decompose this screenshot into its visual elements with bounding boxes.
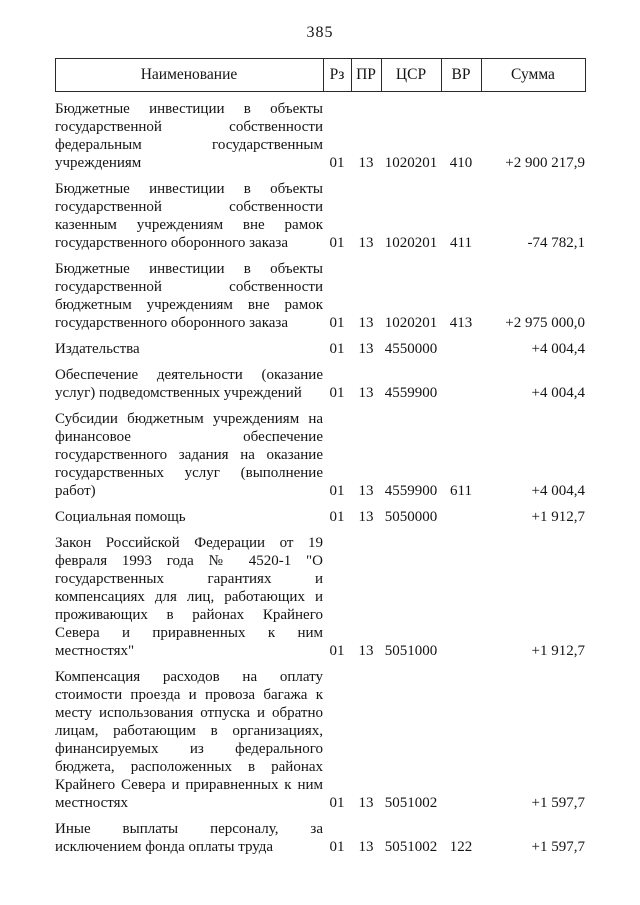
row-vr: 611 <box>450 483 472 499</box>
row-rz: 01 <box>329 795 345 811</box>
row-pr: 13 <box>358 385 374 401</box>
header-sum: Сумма <box>481 59 585 92</box>
table-row <box>55 332 585 358</box>
page-number: 385 <box>306 24 334 41</box>
table-body <box>55 92 585 857</box>
row-pr: 13 <box>358 235 374 251</box>
row-rz: 01 <box>329 509 345 525</box>
header-name: Наименование <box>55 59 323 92</box>
row-rz: 01 <box>329 235 345 251</box>
budget-table <box>55 58 586 856</box>
row-vr: 413 <box>449 315 473 331</box>
row-csr: 5051002 <box>384 795 438 811</box>
row-csr: 1020201 <box>384 235 438 251</box>
row-vr: 410 <box>449 155 473 171</box>
table-header-row <box>55 59 585 92</box>
row-name: Бюджетные инвестиции в объекты государственной собственности казенным учреждениям вне рамок государственного оборонного заказа <box>55 181 323 251</box>
row-pr: 13 <box>358 795 374 811</box>
row-name: Обеспечение деятельности (оказание услуг) подведомственных учреждений <box>55 367 323 401</box>
row-rz: 01 <box>329 385 345 401</box>
table-row <box>55 812 585 856</box>
row-sum: +1 912,7 <box>531 509 585 525</box>
row-sum: +4 004,4 <box>531 341 585 357</box>
row-vr: 122 <box>449 839 473 855</box>
row-vr <box>441 332 481 358</box>
header-pr: ПР <box>351 59 381 92</box>
row-csr: 5051002 <box>384 839 438 855</box>
row-csr: 1020201 <box>384 155 438 171</box>
table-header <box>55 59 585 92</box>
row-csr: 5050000 <box>384 509 438 525</box>
row-rz: 01 <box>329 315 345 331</box>
row-vr <box>441 500 481 526</box>
row-pr: 13 <box>358 839 374 855</box>
header-vr: ВР <box>441 59 481 92</box>
row-sum: +1 597,7 <box>531 795 585 811</box>
row-name: Закон Российской Федерации от 19 февраля 1993 года № 4520-1 "О государственных гарантиях и компенсациях для лиц, работающих и проживающих в районах Крайнего Севера и приравненных к ним местностях" <box>55 535 323 659</box>
table-row <box>55 660 585 812</box>
row-csr: 5051000 <box>384 643 438 659</box>
row-name: Бюджетные инвестиции в объекты государственной собственности бюджетным учреждениям вне рамок государственного оборонного заказа <box>55 261 323 331</box>
row-name: Бюджетные инвестиции в объекты государственной собственности федеральным государственным учреждениям <box>55 101 323 171</box>
row-vr <box>441 358 481 402</box>
row-sum: -74 782,1 <box>527 235 585 251</box>
row-vr <box>441 660 481 812</box>
header-csr: ЦСР <box>381 59 441 92</box>
row-name: Социальная помощь <box>55 509 186 525</box>
row-vr <box>441 526 481 660</box>
table-row <box>55 526 585 660</box>
row-vr: 411 <box>450 235 472 251</box>
row-pr: 13 <box>358 315 374 331</box>
table-row <box>55 402 585 500</box>
row-name: Компенсация расходов на оплату стоимости проезда и провоза багажа к месту использования отпуска и обратно лицам, работающим в организациях, финансируемых из федерального бюджета, расположенных в районах Крайнего Севера и приравненных к ним местностях <box>55 669 323 811</box>
row-rz: 01 <box>329 341 345 357</box>
row-csr: 4550000 <box>384 341 438 357</box>
table-row <box>55 358 585 402</box>
table-row <box>55 92 585 173</box>
row-name: Субсидии бюджетным учреждениям на финансовое обеспечение государственного задания на оказание государственных услуг (выполнение работ) <box>55 411 323 499</box>
table-row <box>55 172 585 252</box>
row-sum: +1 912,7 <box>531 643 585 659</box>
row-rz: 01 <box>329 483 345 499</box>
row-sum: +4 004,4 <box>531 483 585 499</box>
row-name: Издательства <box>55 341 140 357</box>
table-row <box>55 500 585 526</box>
table-row <box>55 252 585 332</box>
row-rz: 01 <box>329 155 345 171</box>
row-pr: 13 <box>358 509 374 525</box>
header-rz: Рз <box>323 59 351 92</box>
row-rz: 01 <box>329 643 345 659</box>
row-sum: +2 900 217,9 <box>505 155 585 171</box>
row-csr: 1020201 <box>384 315 438 331</box>
row-sum: +1 597,7 <box>531 839 585 855</box>
row-name: Иные выплаты персоналу, за исключением фонда оплаты труда <box>55 821 323 855</box>
row-pr: 13 <box>358 643 374 659</box>
row-csr: 4559900 <box>384 385 438 401</box>
row-rz: 01 <box>329 839 345 855</box>
row-pr: 13 <box>358 483 374 499</box>
row-pr: 13 <box>358 341 374 357</box>
row-pr: 13 <box>358 155 374 171</box>
row-csr: 4559900 <box>384 483 438 499</box>
row-sum: +2 975 000,0 <box>505 315 585 331</box>
row-sum: +4 004,4 <box>531 385 585 401</box>
